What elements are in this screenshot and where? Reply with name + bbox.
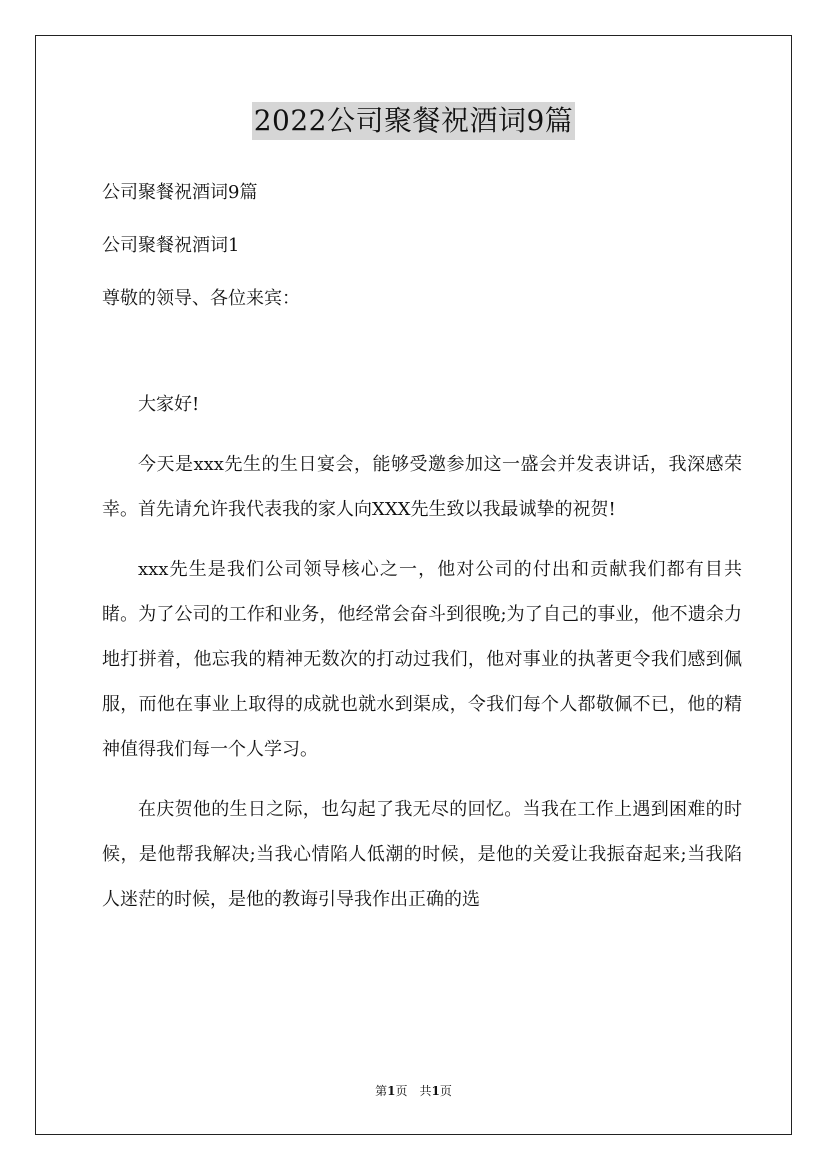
footer-page-total: 1 [431, 1084, 440, 1098]
salutation: 尊敬的领导、各位来宾： [102, 288, 300, 309]
body-paragraph: 在庆贺他的生日之际，也勾起了我无尽的回忆。当我在工作上遇到困难的时候，是他帮我解决;当我心情陷人低潮的时候，是他的关爱让我振奋起来;当我陷人迷茫的时候，是他的教诲引导我作出正确的选 [102, 799, 742, 910]
greeting-paragraph: 大家好! [138, 394, 200, 415]
footer-page-prefix: 第 [375, 1084, 388, 1098]
title-container [0, 102, 827, 140]
page-footer [0, 1083, 827, 1099]
footer-page-mid: 页 共 [395, 1084, 432, 1098]
body-paragraph: 今天是xxx先生的生日宴会，能够受邀参加这一盛会并发表讲话，我深感荣幸。首先请允许我代表我的家人向XXX先生致以我最诚挚的祝贺! [102, 454, 742, 520]
footer-page-current: 1 [387, 1084, 396, 1098]
body-paragraph: xxx先生是我们公司领导核心之一，他对公司的付出和贡献我们都有目共睹。为了公司的工作和业务，他经常会奋斗到很晚;为了自己的事业，他不遗余力地打拼着，他忘我的精神无数次的打动过我们，他对事业的执著更令我们感到佩服，而他在事业上取得的成就也就水到渠成，令我们每个人都敬佩不已，他的精神值得我们每一个人学习。 [102, 559, 742, 760]
subtitle-line: 公司聚餐祝酒词9篇 [102, 182, 258, 203]
document-title: 2022公司聚餐祝酒词9篇 [252, 102, 576, 140]
section-heading: 公司聚餐祝酒词1 [102, 235, 240, 256]
document-body [102, 174, 742, 937]
footer-page-suffix: 页 [439, 1084, 452, 1098]
